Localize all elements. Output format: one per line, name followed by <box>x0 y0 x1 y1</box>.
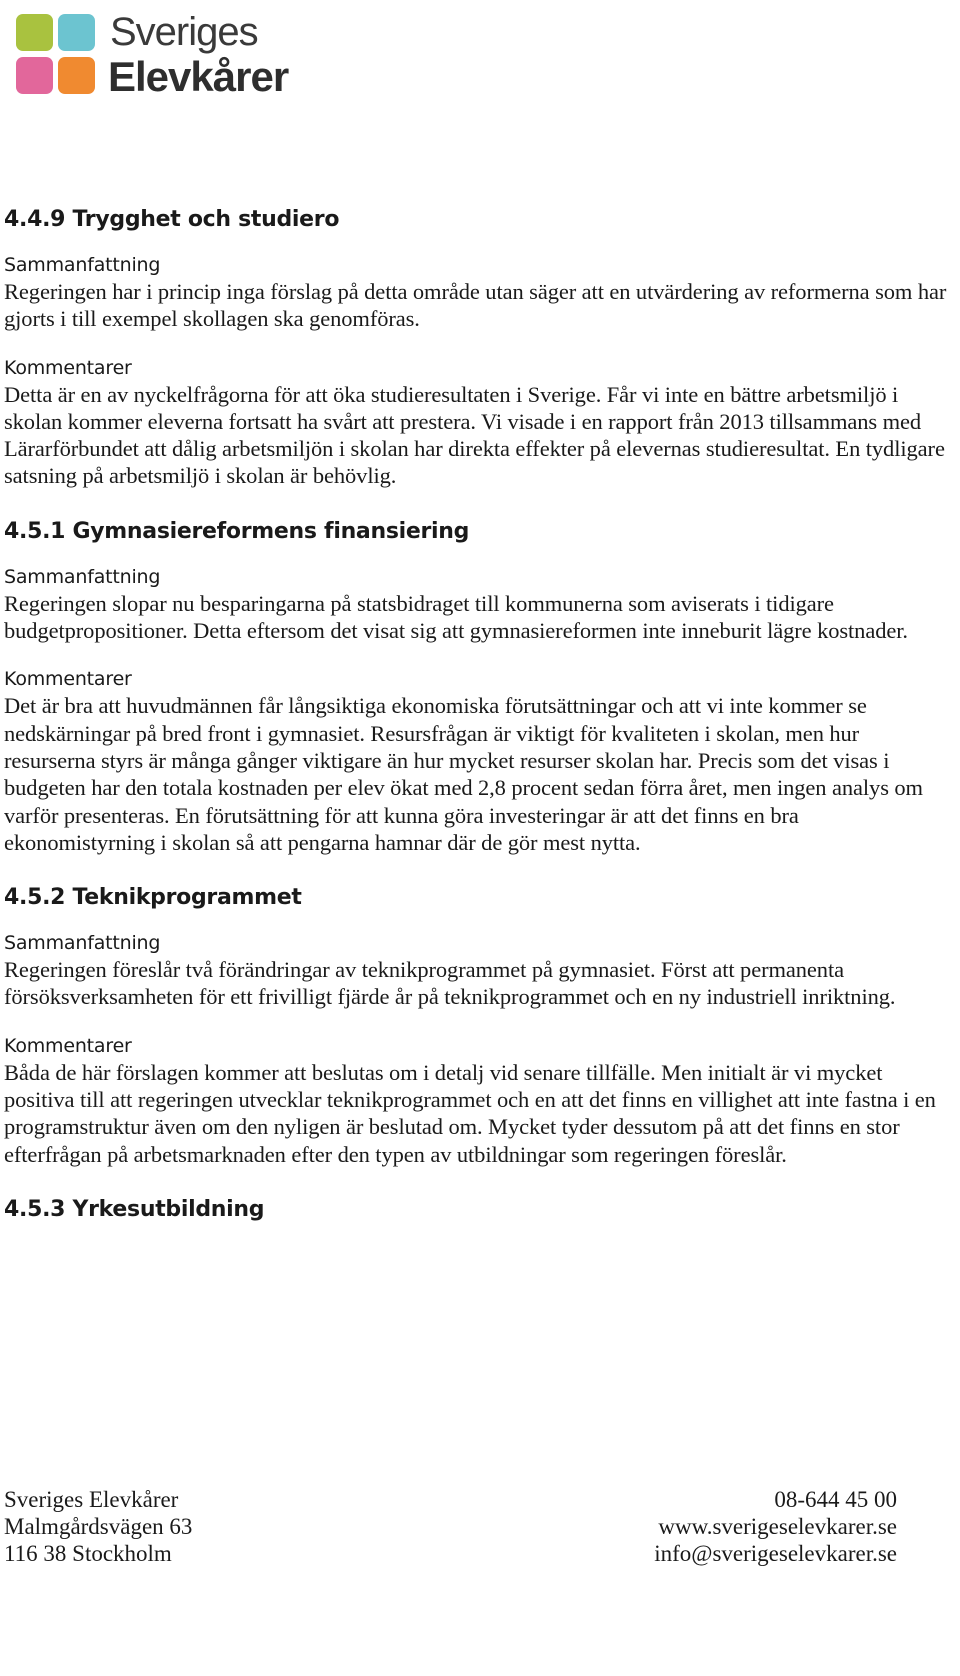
comments-text: Det är bra att huvudmännen får långsiktiga ekonomiska förutsättningar och att vi inte kommer se nedskärningar på bred front i gymnasiet. Resursfrågan är viktigt för kvaliteten i skolan, men hur resurserna styrs är många gånger viktigare än hur mycket resurser skolan har. Precis som det visas i budgeten har den totala kostnaden per elev ökat med 2,8 procent sedan förra året, men ingen analys om varför presenteras. En förutsättning för att kunna göra investeringar är att det finns en bra ekonomistyrning i skolan så att pengarna hamnar där de gör mest nytta. <box>4 693 923 855</box>
summary-text: Regeringen har i princip inga förslag på detta område utan säger att en utvärdering av reformerna som har gjorts i till exempel skollagen ska genomföras. <box>4 279 947 332</box>
footer-email-link[interactable]: info@sverigeselevkarer.se <box>654 1541 897 1566</box>
summary-label: Sammanfattning <box>4 565 161 588</box>
section-yrkesutbildning <box>4 1190 954 1230</box>
document-body <box>4 200 954 1252</box>
section-heading: 4.5.2 Teknikprogrammet <box>4 885 302 911</box>
logo-square-green <box>16 14 53 51</box>
footer-phone: 08-644 45 00 <box>774 1487 897 1512</box>
summary-block <box>4 930 954 1011</box>
comments-label: Kommentarer <box>4 1034 132 1057</box>
section-gymnasiereformen <box>4 512 954 856</box>
section-heading: 4.4.9 Trygghet och studiero <box>4 207 340 232</box>
footer-contact <box>654 1486 897 1567</box>
footer-city: 116 38 Stockholm <box>4 1541 172 1566</box>
logo-text-line1: Sveriges <box>110 10 258 54</box>
comments-block <box>4 1033 954 1168</box>
summary-block <box>4 564 954 645</box>
comments-text: Detta är en av nyckelfrågorna för att öka studieresultaten i Sverige. Får vi inte en bättre arbetsmiljö i skolan kommer eleverna fortsatt ha svårt att prestera. Vi visade i en rapport från 2013 tillsammans med Lärarförbundet att dålig arbetsmiljön i skolan har direkta effekter på elevernas studieresultat. En tydligare satsning på arbetsmiljö i skolan är behövlig. <box>4 381 945 489</box>
summary-text: Regeringen föreslår två förändringar av teknikprogrammet på gymnasiet. Först att permanenta försöksverksamheten för ett frivilligt fjärde år på teknikprogrammet och en ny industriell inriktning. <box>4 957 896 1010</box>
section-trygghet <box>4 200 954 490</box>
summary-label: Sammanfattning <box>4 254 161 276</box>
logo-text-line2: Elevkårer <box>108 53 289 100</box>
summary-block <box>4 252 954 333</box>
section-heading: 4.5.3 Yrkesutbildning <box>4 1196 265 1222</box>
logo-square-pink <box>16 57 53 94</box>
logo <box>16 10 289 100</box>
section-teknikprogrammet <box>4 878 954 1168</box>
section-heading: 4.5.1 Gymnasiereformens finansiering <box>4 518 470 544</box>
footer-address <box>4 1486 192 1567</box>
logo-square-orange <box>58 57 95 94</box>
comments-text: Båda de här förslagen kommer att beslutas om i detalj vid senare tillfälle. Men initialt är vi mycket positiva till att regeringen utvecklar teknikprogrammet och en att det finns en villighet att inte fastna i en programstruktur även om den nyligen är beslutad om. Mycket tyder dessutom på att det finns en stor efterfrågan på arbetsmarknaden efter den typen av utbildningar som regeringen föreslår. <box>4 1059 936 1167</box>
comments-block <box>4 355 954 490</box>
logo-square-cyan <box>58 14 95 51</box>
summary-text: Regeringen slopar nu besparingarna på statsbidraget till kommunerna som aviserats i tidigare budgetpropositioner. Detta eftersom det visat sig att gymnasiereformen inte inneburit lägre kostnader. <box>4 590 908 644</box>
comments-block <box>4 666 954 856</box>
comments-label: Kommentarer <box>4 356 132 379</box>
footer-web-link[interactable]: www.sverigeselevkarer.se <box>658 1514 897 1539</box>
footer-street: Malmgårdsvägen 63 <box>4 1514 193 1539</box>
footer-org: Sveriges Elevkårer <box>4 1487 179 1512</box>
comments-label: Kommentarer <box>4 668 132 691</box>
summary-label: Sammanfattning <box>4 932 161 955</box>
